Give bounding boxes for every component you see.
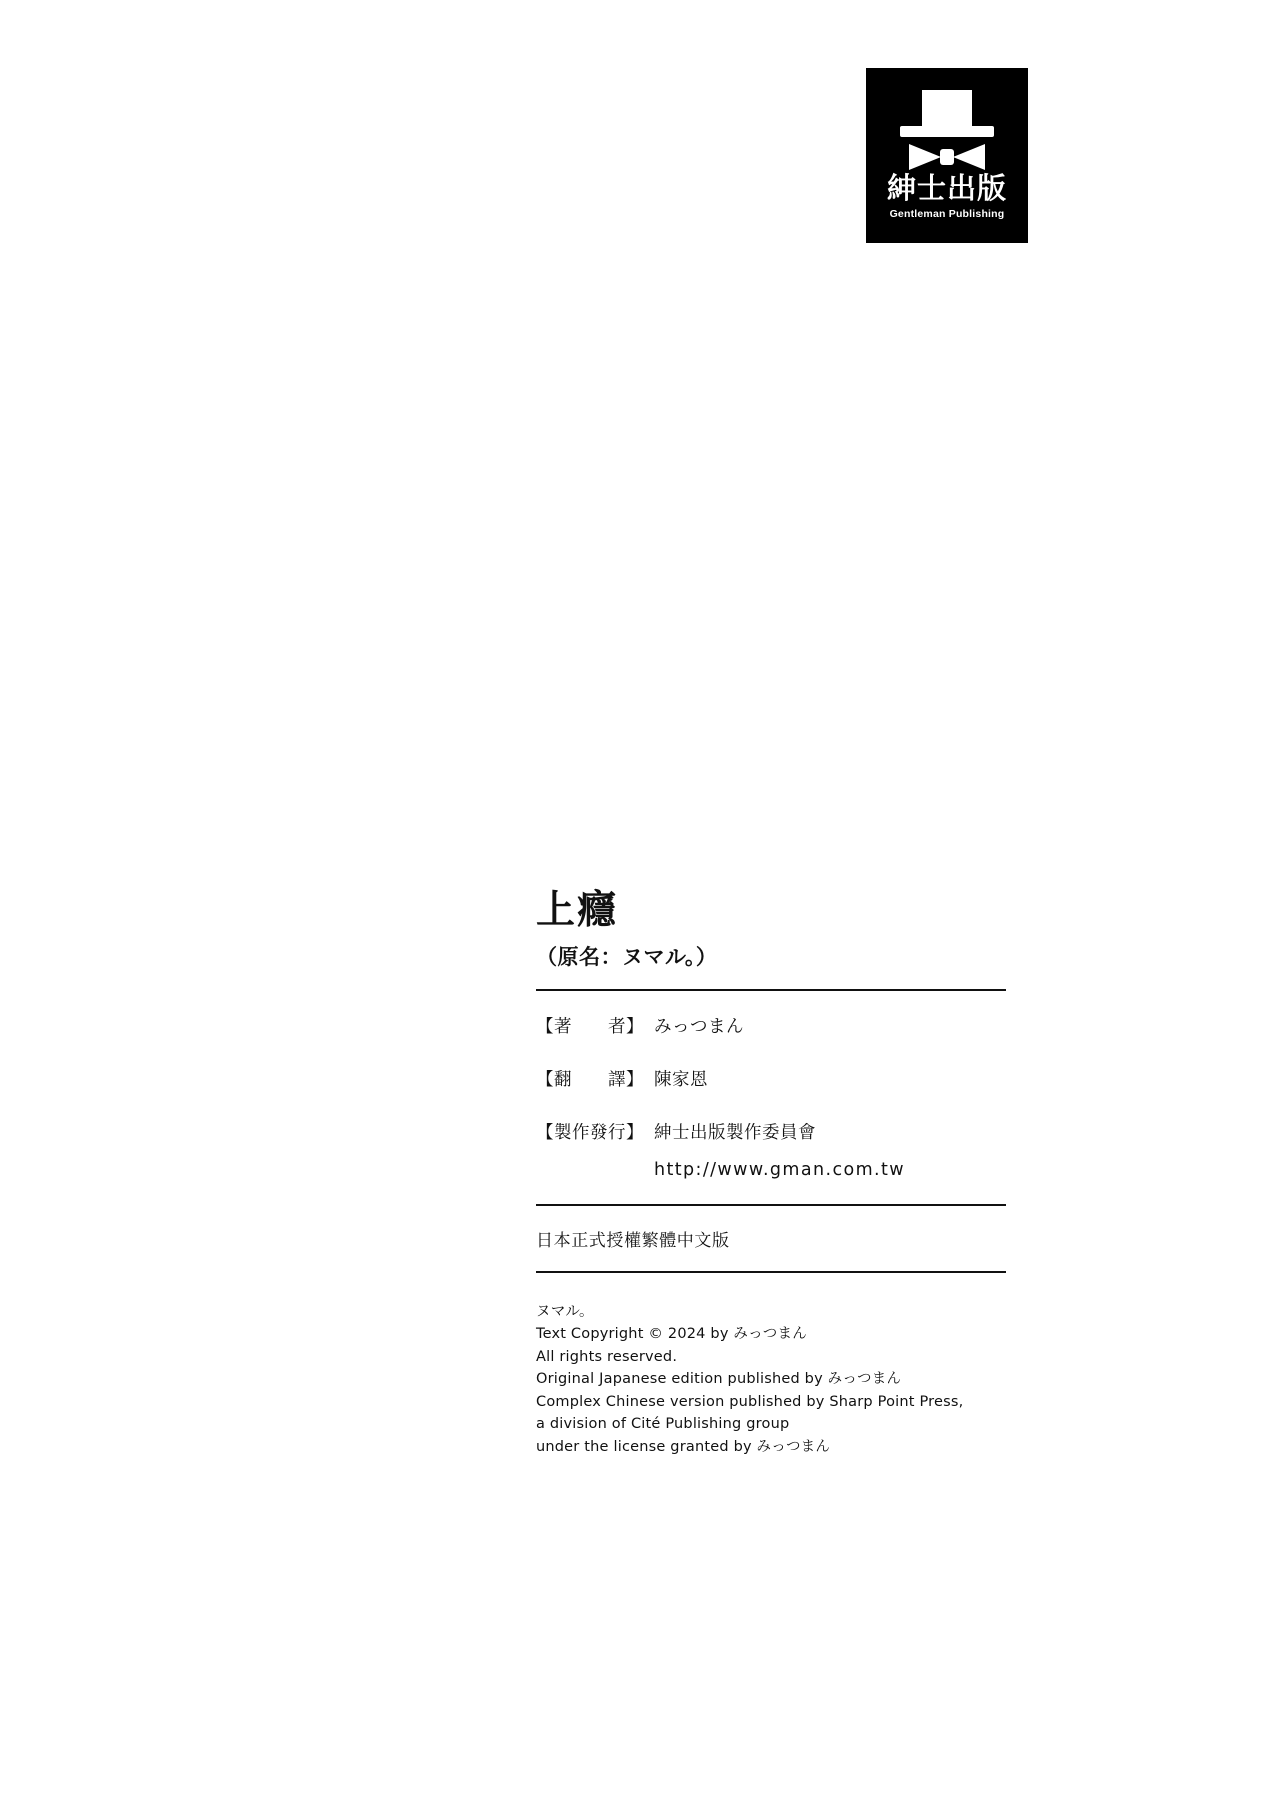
colophon-block	[536, 890, 1006, 1458]
divider-bottom	[536, 1271, 1006, 1273]
copyright-line: a division of Cité Publishing group	[536, 1416, 790, 1433]
credit-value-publisher: 紳士出版製作委員會	[654, 1122, 816, 1143]
credit-label-translator: 【翻 譯】	[536, 1069, 644, 1090]
publisher-name-en: Gentleman Publishing	[889, 208, 1005, 221]
credit-row-author	[536, 1013, 1006, 1038]
copyright-line: ヌマル。	[536, 1303, 594, 1320]
credit-label-publisher: 【製作發行】	[536, 1122, 644, 1143]
divider-top	[536, 989, 1006, 991]
license-note: 日本正式授權繁體中文版	[536, 1230, 730, 1251]
copyright-line: Original Japanese edition published by みっつまん	[536, 1371, 902, 1388]
book-original-title: （原名：ヌマル。）	[536, 944, 718, 969]
credit-row-translator	[536, 1066, 1006, 1091]
logo-mark	[892, 82, 1002, 172]
credit-row-publisher	[536, 1119, 1006, 1144]
copyright-line: All rights reserved.	[536, 1348, 678, 1365]
divider-middle	[536, 1204, 1006, 1206]
credit-label-author: 【著 者】	[536, 1016, 644, 1037]
publisher-logo	[866, 68, 1028, 243]
bowtie-right-wing	[953, 144, 985, 170]
bowtie-knot	[940, 149, 954, 165]
book-title: 上癮	[536, 888, 619, 933]
credit-value-translator: 陳家恩	[654, 1069, 708, 1090]
publisher-website-link[interactable]: http://www.gman.com.tw	[654, 1159, 905, 1180]
credit-value-author: みっつまん	[654, 1016, 744, 1037]
copyright-line: Text Copyright © 2024 by みっつまん	[536, 1326, 807, 1343]
top-hat-icon	[922, 90, 972, 128]
copyright-line: under the license granted by みっつまん	[536, 1438, 831, 1455]
credits-list	[536, 1013, 1006, 1180]
copyright-line: Complex Chinese version published by Sharp Point Press,	[536, 1393, 964, 1410]
top-hat-brim-icon	[900, 126, 994, 137]
bowtie-left-wing	[909, 144, 941, 170]
bowtie-icon	[909, 144, 985, 170]
publisher-name-cn: 紳士出版	[886, 173, 1007, 205]
copyright-block	[536, 1301, 1006, 1458]
